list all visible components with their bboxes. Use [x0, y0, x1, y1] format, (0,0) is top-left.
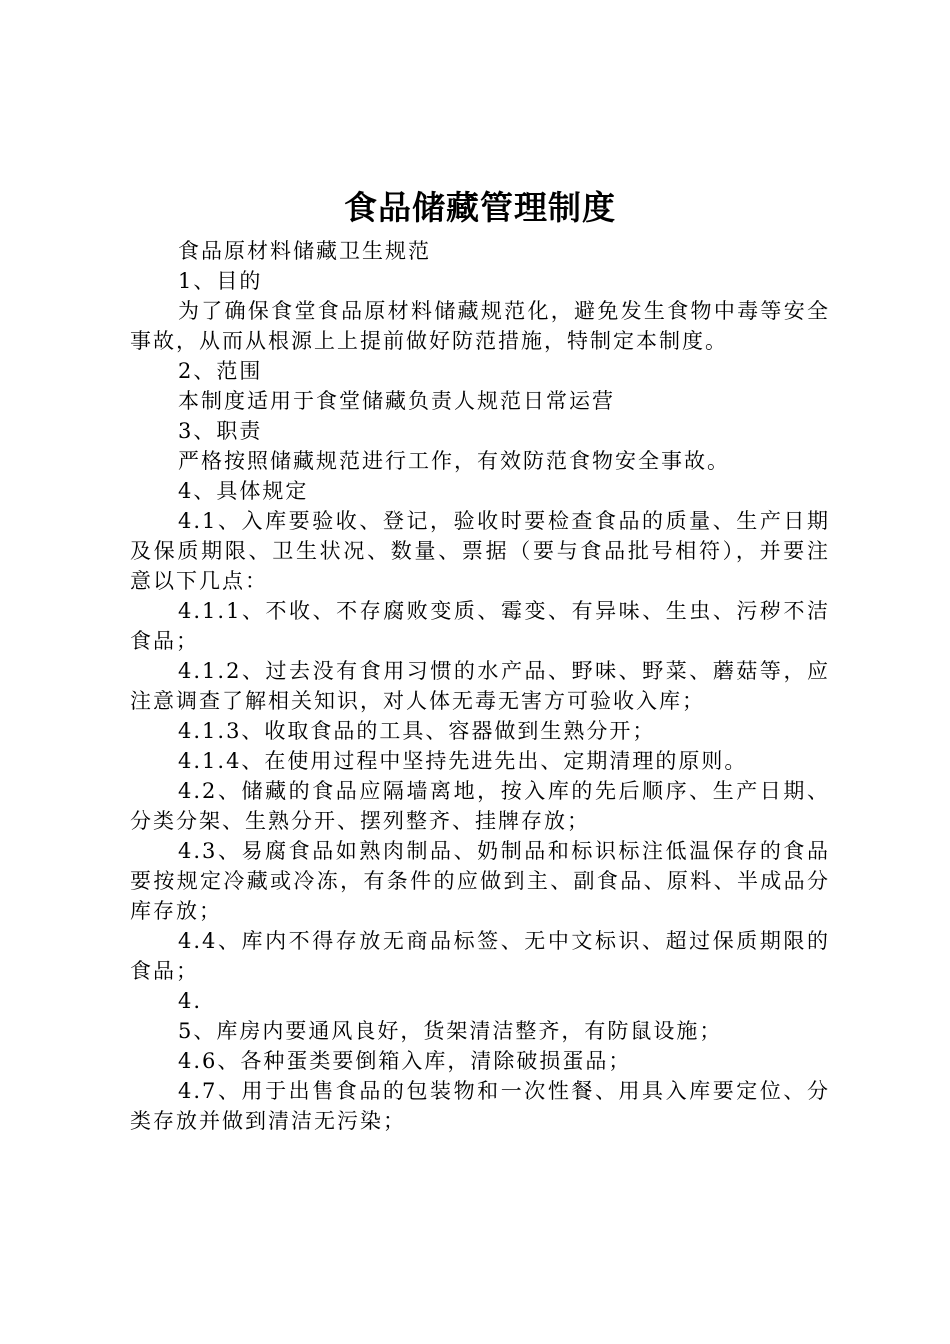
document-title: 食品储藏管理制度: [344, 188, 616, 227]
paragraph-rule-4-1-2: 4.1.2、过去没有食用习惯的水产品、野味、野菜、蘑菇等，应注意调查了解相关知识，对人体无毒无害方可验收入库；: [130, 659, 830, 713]
paragraph-section-rules: 4、具体规定: [178, 479, 309, 503]
paragraph-rule-4-fragment: 4.: [178, 989, 203, 1013]
document-page: [130, 182, 830, 1136]
paragraph-rule-4-1-3: 4.1.3、收取食品的工具、容器做到生熟分开；: [178, 719, 656, 743]
paragraph-rule-4-4: 4.4、库内不得存放无商品标签、无中文标识、超过保质期限的食品；: [130, 929, 830, 983]
paragraph-section-purpose: 1、目的: [178, 269, 263, 293]
paragraph-rule-4-3: 4.3、易腐食品如熟肉制品、奶制品和标识标注低温保存的食品要按规定冷藏或冷冻，有条件的应做到主、副食品、原料、半成品分库存放；: [130, 839, 830, 923]
paragraph-duty-text: 严格按照储藏规范进行工作，有效防范食物安全事故。: [178, 449, 730, 473]
paragraph-rule-4-2: 4.2、储藏的食品应隔墙离地，按入库的先后顺序、生产日期、分类分架、生熟分开、摆列整齐、挂牌存放；: [130, 779, 830, 833]
paragraph-rule-4-1-4: 4.1.4、在使用过程中坚持先进先出、定期清理的原则。: [178, 749, 748, 773]
paragraph-rule-4-1-1: 4.1.1、不收、不存腐败变质、霉变、有异味、生虫、污秽不洁食品；: [130, 599, 830, 653]
paragraph-scope-text: 本制度适用于食堂储藏负责人规范日常运营: [178, 389, 615, 413]
paragraph-rule-4-7: 4.7、用于出售食品的包装物和一次性餐、用具入库要定位、分类存放并做到清洁无污染；: [130, 1079, 830, 1133]
paragraph-purpose-text: 为了确保食堂食品原材料储藏规范化，避免发生食物中毒等安全事故，从而从根源上上提前做好防范措施，特制定本制度。: [130, 299, 830, 353]
paragraph-heading-intro: 食品原材料储藏卫生规范: [178, 239, 431, 263]
paragraph-rule-4-1: 4.1、入库要验收、登记，验收时要检查食品的质量、生产日期及保质期限、卫生状况、数量、票据（要与食品批号相符），并要注意以下几点：: [130, 509, 830, 593]
paragraph-section-scope: 2、范围: [178, 359, 263, 383]
paragraph-rule-5: 5、库房内要通风良好，货架清洁整齐，有防鼠设施；: [178, 1019, 723, 1043]
paragraph-rule-4-6: 4.6、各种蛋类要倒箱入库，清除破损蛋品；: [178, 1049, 632, 1073]
paragraph-section-duty: 3、职责: [178, 419, 263, 443]
